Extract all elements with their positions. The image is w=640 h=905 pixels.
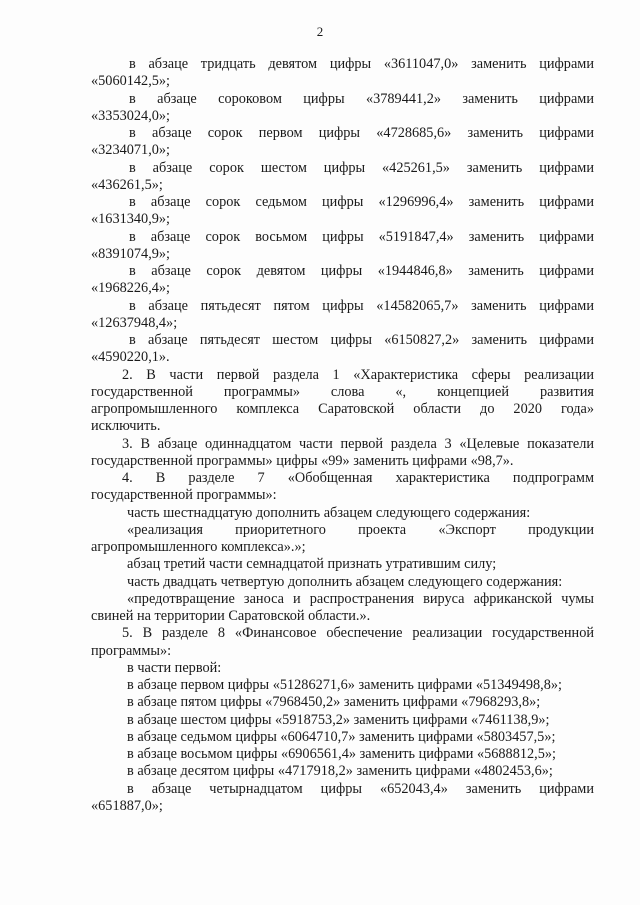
text-line: 2. В части первой раздела 1 «Характеристика сферы реализации (122, 366, 594, 383)
text-line: государственной программы»: (91, 487, 277, 504)
text-line: программы»: (91, 642, 172, 659)
text-line: часть шестнадцатую дополнить абзацем следующего содержания: (127, 504, 531, 521)
text-line: в части первой: (127, 659, 222, 676)
text-line: «436261,5»; (91, 176, 163, 193)
text-line: в абзаце десятом цифры «4717918,2» заменить цифрами «4802453,6»; (127, 763, 553, 780)
text-line: в абзаце сорок девятом цифры «1944846,8» заменить цифрами (129, 263, 594, 279)
text-line: в абзаце сорок седьмом цифры «1296996,4» заменить цифрами (129, 194, 594, 210)
text-line: «реализация приоритетного проекта «Экспорт продукции (127, 521, 594, 538)
text-line: исключить. (91, 418, 161, 435)
text-line: «предотвращение заноса и распространения вируса африканской чумы (127, 590, 594, 607)
document-body (91, 56, 594, 815)
text-line: в абзаце сорок восьмом цифры «5191847,4» заменить цифрами (129, 228, 594, 245)
text-line: агропромышленного комплекса».»; (91, 539, 306, 555)
text-line: в абзаце сороковом цифры «3789441,2» заменить цифрами (129, 90, 594, 107)
text-line: агропромышленного комплекса Саратовской области до 2020 года» (91, 401, 594, 417)
text-line: часть двадцать четвертую дополнить абзацем следующего содержания: (127, 573, 563, 590)
text-line: в абзаце пятьдесят шестом цифры «6150827,2» заменить цифрами (129, 332, 594, 348)
text-line: «3234071,0»; (91, 142, 171, 159)
text-line: «1631340,9»; (91, 211, 171, 228)
text-line: в абзаце пятом цифры «7968450,2» заменить цифрами «7968293,8»; (127, 694, 541, 711)
text-line: в абзаце сорок шестом цифры «425261,5» заменить цифрами (129, 159, 594, 176)
text-line: в абзаце сорок первом цифры «4728685,6» заменить цифрами (129, 125, 594, 141)
text-line: государственной программы» слова «, концепцией развития (91, 383, 594, 400)
text-line: «4590220,1». (91, 349, 170, 366)
text-line: 5. В разделе 8 «Финансовое обеспечение реализации государственной (122, 625, 594, 642)
text-line: 4. В разделе 7 «Обобщенная характеристика подпрограмм (122, 470, 594, 486)
text-line: «5060142,5»; (91, 73, 171, 90)
text-line: в абзаце пятьдесят пятом цифры «14582065,7» заменить цифрами (129, 297, 594, 314)
text-line: «1968226,4»; (91, 280, 171, 297)
text-line: в абзаце тридцать девятом цифры «3611047,0» заменить цифрами (129, 56, 594, 72)
text-line: «12637948,4»; (91, 314, 178, 331)
text-line: абзац третий части семнадцатой признать утратившим силу; (127, 556, 497, 573)
text-line: «651887,0»; (91, 797, 163, 814)
text-line: «8391074,9»; (91, 245, 171, 262)
page-number: 2 (316, 24, 324, 39)
text-line: в абзаце четырнадцатом цифры «652043,4» заменить цифрами (127, 780, 594, 797)
text-line: государственной программы» цифры «99» заменить цифрами «98,7». (91, 452, 514, 469)
text-line: в абзаце первом цифры «51286271,6» заменить цифрами «51349498,8»; (127, 677, 563, 693)
text-line: свиней на территории Саратовской области.». (91, 608, 371, 624)
text-line: в абзаце восьмом цифры «6906561,4» заменить цифрами «5688812,5»; (127, 746, 556, 762)
text-line: «3353024,0»; (91, 107, 171, 124)
text-line: 3. В абзаце одиннадцатом части первой раздела 3 «Целевые показатели (122, 435, 594, 452)
text-line: в абзаце шестом цифры «5918753,2» заменить цифрами «7461138,9»; (127, 711, 550, 728)
text-line: в абзаце седьмом цифры «6064710,7» заменить цифрами «5803457,5»; (127, 728, 556, 745)
